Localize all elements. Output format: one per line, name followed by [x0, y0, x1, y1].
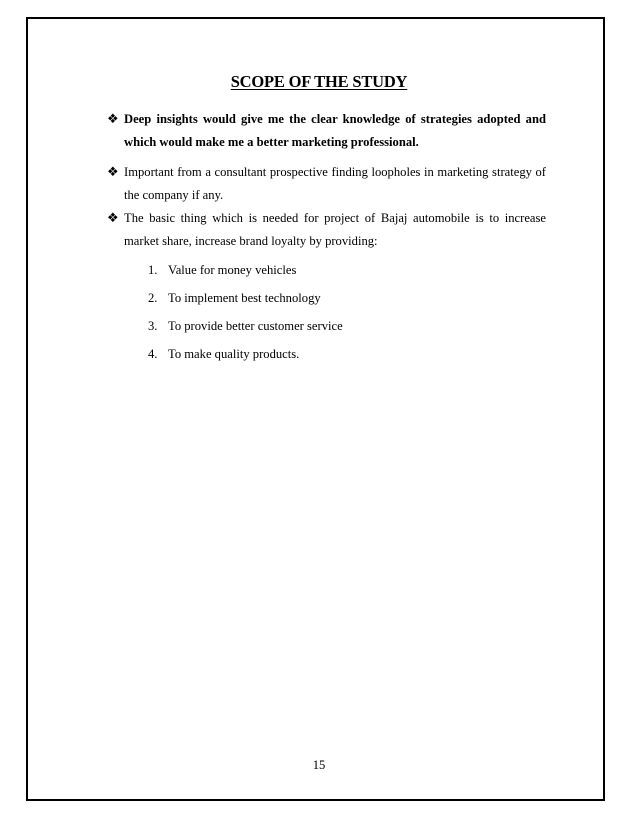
item-number: 1. — [148, 263, 158, 277]
diamond-bullet-icon: ❖ — [107, 112, 119, 127]
numbered-item-1 — [148, 260, 296, 280]
diamond-bullet-icon: ❖ — [107, 165, 119, 180]
page-title-text: SCOPE OF THE STUDY — [230, 72, 408, 91]
item-text: To make quality products. — [168, 347, 300, 361]
bullet-item-2 — [107, 161, 546, 207]
bullet-item-3 — [107, 207, 546, 253]
item-text: To provide better customer service — [168, 319, 343, 333]
bullet-text: The basic thing which is needed for project of Bajaj automobile is to increase market share, increase brand loyalty by providing: — [124, 211, 546, 248]
page-title — [0, 72, 638, 92]
numbered-item-4 — [148, 344, 299, 364]
diamond-bullet-icon: ❖ — [107, 211, 119, 226]
bullet-text: Deep insights would give me the clear knowledge of strategies adopted and which would make me a better marketing professional. — [124, 112, 546, 149]
item-text: To implement best technology — [168, 291, 321, 305]
item-text: Value for money vehicles — [168, 263, 297, 277]
numbered-item-2 — [148, 288, 321, 308]
item-number: 4. — [148, 347, 158, 361]
bullet-text: Important from a consultant prospective finding loopholes in marketing strategy of the company if any. — [124, 165, 546, 202]
page-number: 15 — [312, 758, 326, 772]
bullet-item-1 — [107, 108, 546, 154]
item-number: 2. — [148, 291, 158, 305]
item-number: 3. — [148, 319, 158, 333]
numbered-item-3 — [148, 316, 343, 336]
